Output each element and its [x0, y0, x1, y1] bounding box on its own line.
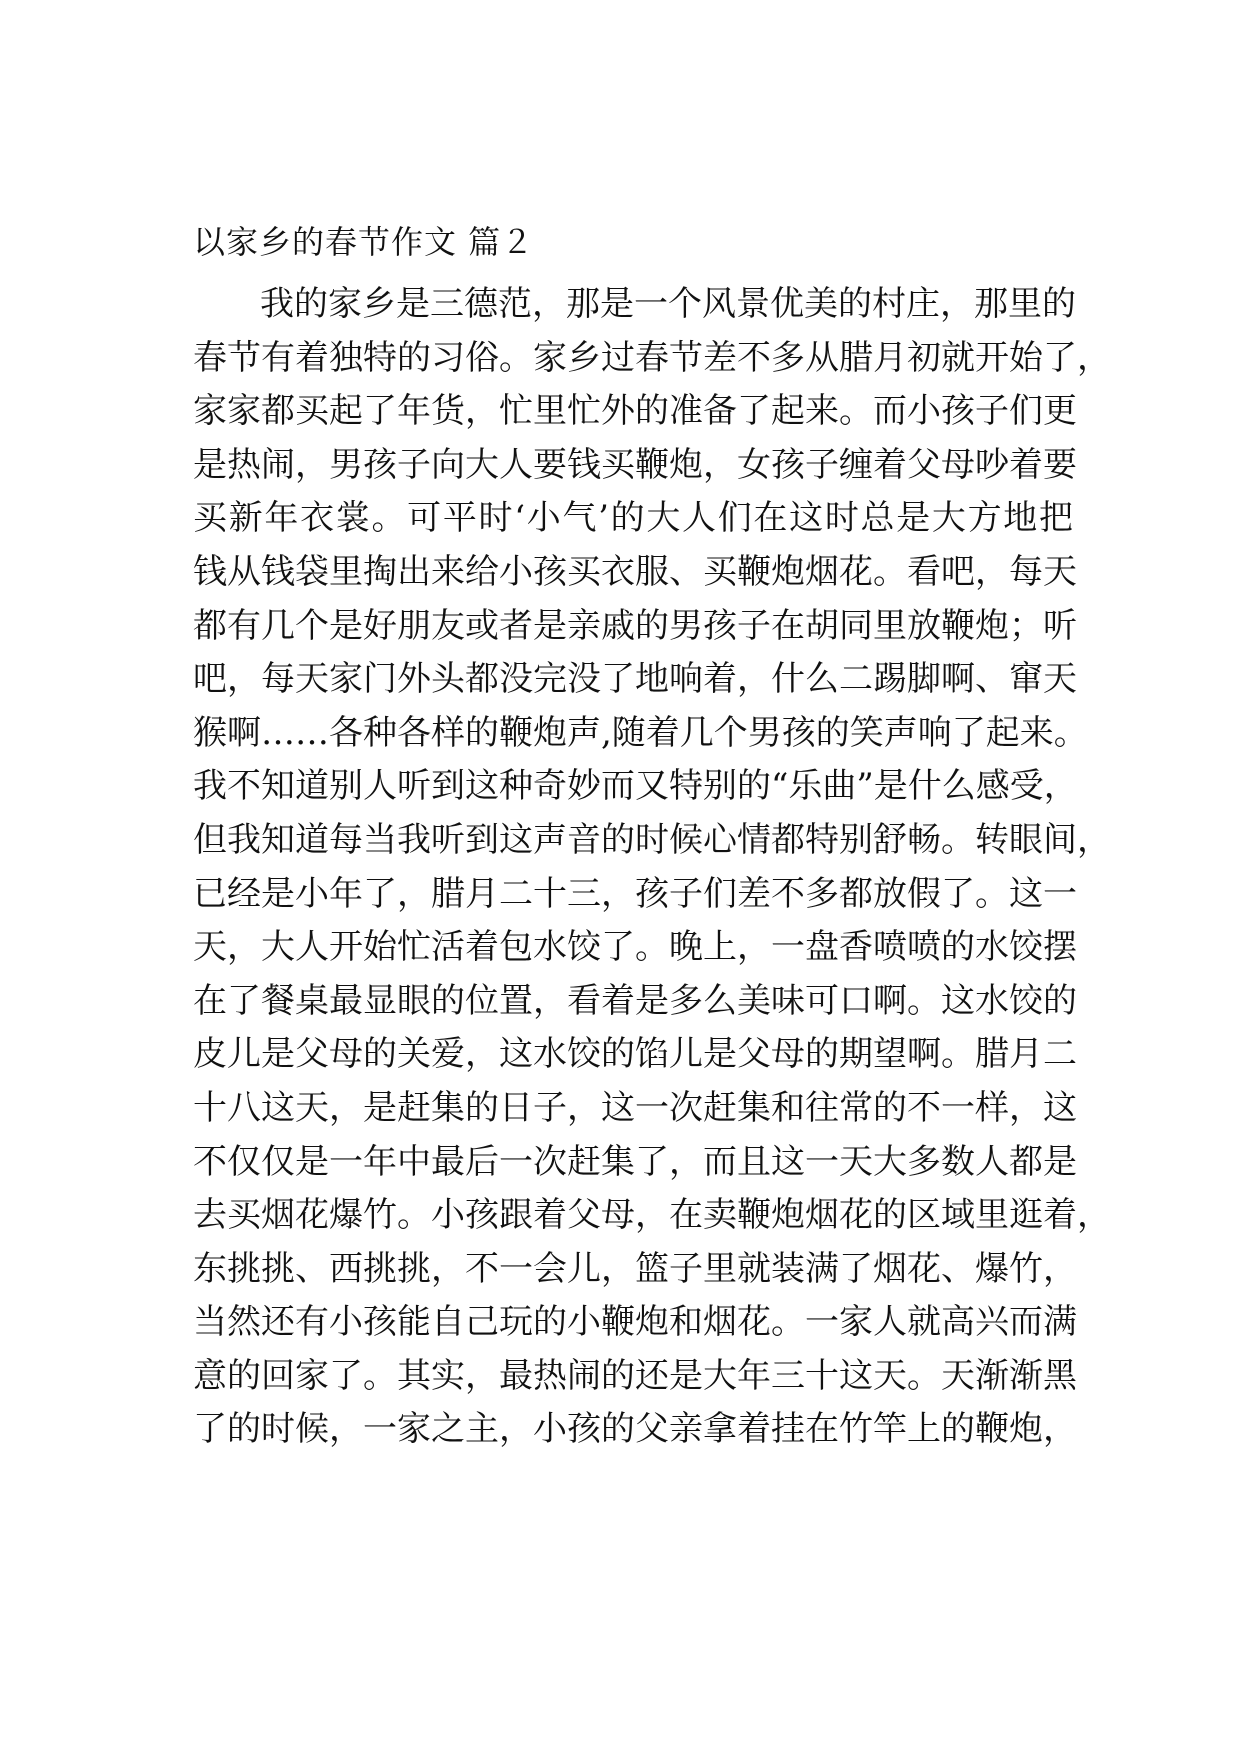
paragraph-line: 家家都买起了年货，忙里忙外的准备了起来。而小孩子们更 [193, 391, 1077, 432]
document-body [193, 278, 1111, 1457]
paragraph-line: 在了餐桌最显眼的位置，看着是多么美味可口啊。这水饺的 [193, 980, 1077, 1021]
paragraph-line: 已经是小年了，腊月二十三，孩子们差不多都放假了。这一 [193, 873, 1077, 914]
paragraph-line: 都有几个是好朋友或者是亲戚的男孩子在胡同里放鞭炮；听 [193, 605, 1077, 646]
paragraph-line: 十八这天，是赶集的日子，这一次赶集和往常的不一样，这 [193, 1087, 1077, 1128]
paragraph-line: 猴啊……各种各样的鞭炮声,随着几个男孩的笑声响了起来。 [193, 712, 1088, 753]
paragraph-line: 我的家乡是三德范，那是一个风景优美的村庄，那里的 [260, 284, 1076, 324]
paragraph-line: 吧，每天家门外头都没完没了地响着，什么二踢脚啊、窜天 [193, 659, 1077, 700]
paragraph-line: 天，大人开始忙活着包水饺了。晚上，一盘香喷喷的水饺摆 [193, 927, 1077, 968]
document-title: 以家乡的春节作文 篇２ [193, 223, 535, 261]
paragraph-line: 去买烟花爆竹。小孩跟着父母，在卖鞭炮烟花的区域里逛着， [193, 1195, 1111, 1236]
paragraph-line: 当然还有小孩能自己玩的小鞭炮和烟花。一家人就高兴而满 [193, 1302, 1077, 1343]
paragraph-line: 皮儿是父母的关爱，这水饺的馅儿是父母的期望啊。腊月二 [193, 1034, 1077, 1075]
paragraph-line: 是热闹，男孩子向大人要钱买鞭炮，女孩子缠着父母吵着要 [193, 444, 1077, 485]
paragraph-line: 了的时候，一家之主，小孩的父亲拿着挂在竹竿上的鞭炮， [193, 1409, 1077, 1450]
paragraph-line: 买新年衣裳。可平时‘小气’的大人们在这时总是大方地把 [193, 498, 1073, 539]
paragraph-line: 意的回家了。其实，最热闹的还是大年三十这天。天渐渐黑 [193, 1355, 1077, 1396]
paragraph-line: 东挑挑、西挑挑，不一会儿，篮子里就装满了烟花、爆竹， [193, 1248, 1077, 1289]
paragraph-line: 不仅仅是一年中最后一次赶集了，而且这一天大多数人都是 [193, 1141, 1077, 1182]
paragraph-line: 春节有着独特的习俗。家乡过春节差不多从腊月初就开始了， [193, 337, 1111, 378]
paragraph-line: 我不知道别人听到这种奇妙而又特别的“乐曲”是什么感受， [193, 766, 1078, 807]
paragraph-line: 但我知道每当我听到这声音的时候心情都特别舒畅。转眼间， [193, 819, 1111, 860]
paragraph-line: 钱从钱袋里掏出来给小孩买衣服、买鞭炮烟花。看吧，每天 [193, 551, 1077, 592]
